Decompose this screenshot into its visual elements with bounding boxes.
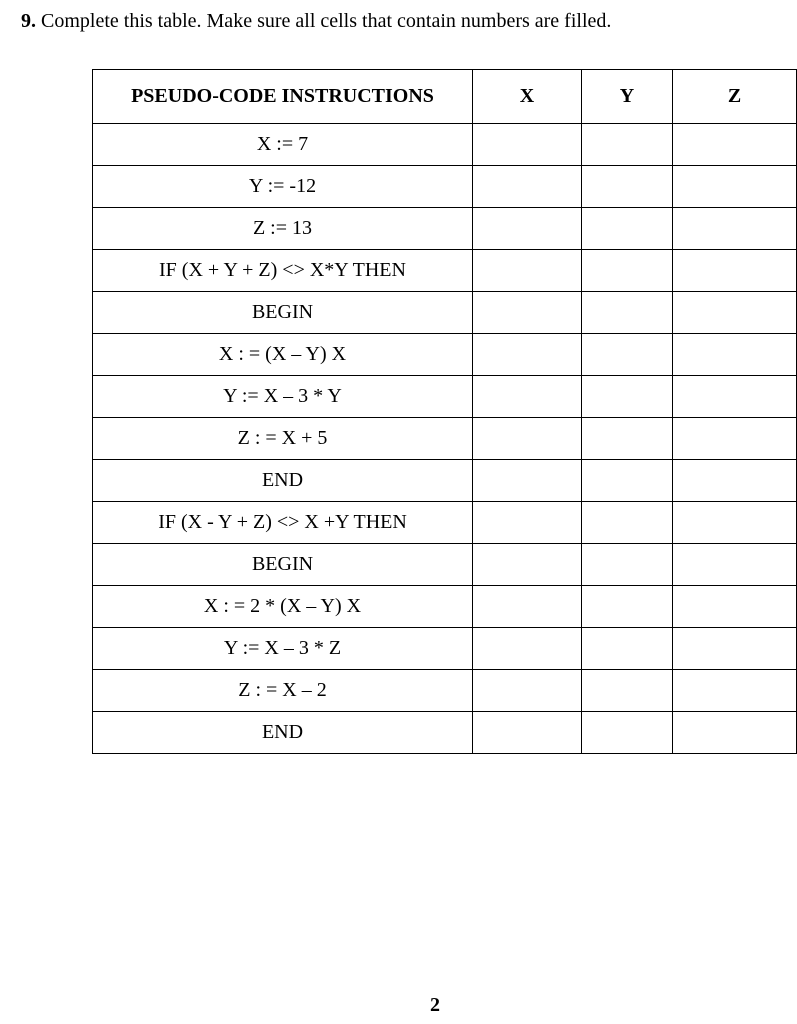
instruction-cell: IF (X + Y + Z) <> X*Y THEN xyxy=(93,250,473,292)
instruction-cell: Y := X – 3 * Y xyxy=(93,376,473,418)
z-value-cell[interactable] xyxy=(673,628,797,670)
table-row xyxy=(93,712,797,754)
instruction-cell: BEGIN xyxy=(93,544,473,586)
x-value-cell[interactable] xyxy=(473,670,582,712)
x-value-cell[interactable] xyxy=(473,292,582,334)
z-value-cell[interactable] xyxy=(673,334,797,376)
table-row xyxy=(93,418,797,460)
table-row xyxy=(93,628,797,670)
y-value-cell[interactable] xyxy=(582,124,673,166)
header-x: X xyxy=(473,70,582,124)
page-number: 2 xyxy=(430,994,440,1016)
y-value-cell[interactable] xyxy=(582,460,673,502)
y-value-cell[interactable] xyxy=(582,670,673,712)
instruction-cell: X : = 2 * (X – Y) X xyxy=(93,586,473,628)
y-value-cell[interactable] xyxy=(582,502,673,544)
table-row xyxy=(93,586,797,628)
table-row xyxy=(93,250,797,292)
instruction-cell: Z : = X – 2 xyxy=(93,670,473,712)
instruction-cell: X := 7 xyxy=(93,124,473,166)
z-value-cell[interactable] xyxy=(673,670,797,712)
z-value-cell[interactable] xyxy=(673,166,797,208)
table-row xyxy=(93,544,797,586)
header-row xyxy=(93,70,797,124)
x-value-cell[interactable] xyxy=(473,334,582,376)
y-value-cell[interactable] xyxy=(582,250,673,292)
instruction-cell: Y := X – 3 * Z xyxy=(93,628,473,670)
y-value-cell[interactable] xyxy=(582,544,673,586)
instruction-cell: Y := -12 xyxy=(93,166,473,208)
question-text: Complete this table. Make sure all cells that contain numbers are filled. xyxy=(36,10,612,32)
table-row xyxy=(93,166,797,208)
z-value-cell[interactable] xyxy=(673,418,797,460)
x-value-cell[interactable] xyxy=(473,166,582,208)
z-value-cell[interactable] xyxy=(673,292,797,334)
z-value-cell[interactable] xyxy=(673,502,797,544)
z-value-cell[interactable] xyxy=(673,460,797,502)
question-number: 9. xyxy=(21,10,36,32)
table-row xyxy=(93,460,797,502)
y-value-cell[interactable] xyxy=(582,418,673,460)
table-row xyxy=(93,376,797,418)
y-value-cell[interactable] xyxy=(582,208,673,250)
header-y: Y xyxy=(582,70,673,124)
table-row xyxy=(93,670,797,712)
header-z: Z xyxy=(673,70,797,124)
x-value-cell[interactable] xyxy=(473,628,582,670)
z-value-cell[interactable] xyxy=(673,208,797,250)
y-value-cell[interactable] xyxy=(582,586,673,628)
x-value-cell[interactable] xyxy=(473,124,582,166)
z-value-cell[interactable] xyxy=(673,124,797,166)
y-value-cell[interactable] xyxy=(582,292,673,334)
table-row xyxy=(93,124,797,166)
x-value-cell[interactable] xyxy=(473,586,582,628)
y-value-cell[interactable] xyxy=(582,376,673,418)
y-value-cell[interactable] xyxy=(582,628,673,670)
instruction-cell: BEGIN xyxy=(93,292,473,334)
instruction-cell: Z : = X + 5 xyxy=(93,418,473,460)
instruction-cell: END xyxy=(93,460,473,502)
table-row xyxy=(93,334,797,376)
table-row xyxy=(93,292,797,334)
z-value-cell[interactable] xyxy=(673,586,797,628)
trace-table xyxy=(92,69,797,754)
z-value-cell[interactable] xyxy=(673,712,797,754)
instruction-cell: END xyxy=(93,712,473,754)
x-value-cell[interactable] xyxy=(473,208,582,250)
instruction-cell: X : = (X – Y) X xyxy=(93,334,473,376)
x-value-cell[interactable] xyxy=(473,376,582,418)
x-value-cell[interactable] xyxy=(473,460,582,502)
z-value-cell[interactable] xyxy=(673,544,797,586)
question-prompt xyxy=(21,9,611,33)
x-value-cell[interactable] xyxy=(473,712,582,754)
y-value-cell[interactable] xyxy=(582,166,673,208)
z-value-cell[interactable] xyxy=(673,250,797,292)
x-value-cell[interactable] xyxy=(473,544,582,586)
z-value-cell[interactable] xyxy=(673,376,797,418)
header-instructions: PSEUDO-CODE INSTRUCTIONS xyxy=(93,70,473,124)
instruction-cell: IF (X - Y + Z) <> X +Y THEN xyxy=(93,502,473,544)
instruction-cell: Z := 13 xyxy=(93,208,473,250)
x-value-cell[interactable] xyxy=(473,418,582,460)
x-value-cell[interactable] xyxy=(473,250,582,292)
y-value-cell[interactable] xyxy=(582,334,673,376)
table-row xyxy=(93,502,797,544)
table-row xyxy=(93,208,797,250)
y-value-cell[interactable] xyxy=(582,712,673,754)
x-value-cell[interactable] xyxy=(473,502,582,544)
